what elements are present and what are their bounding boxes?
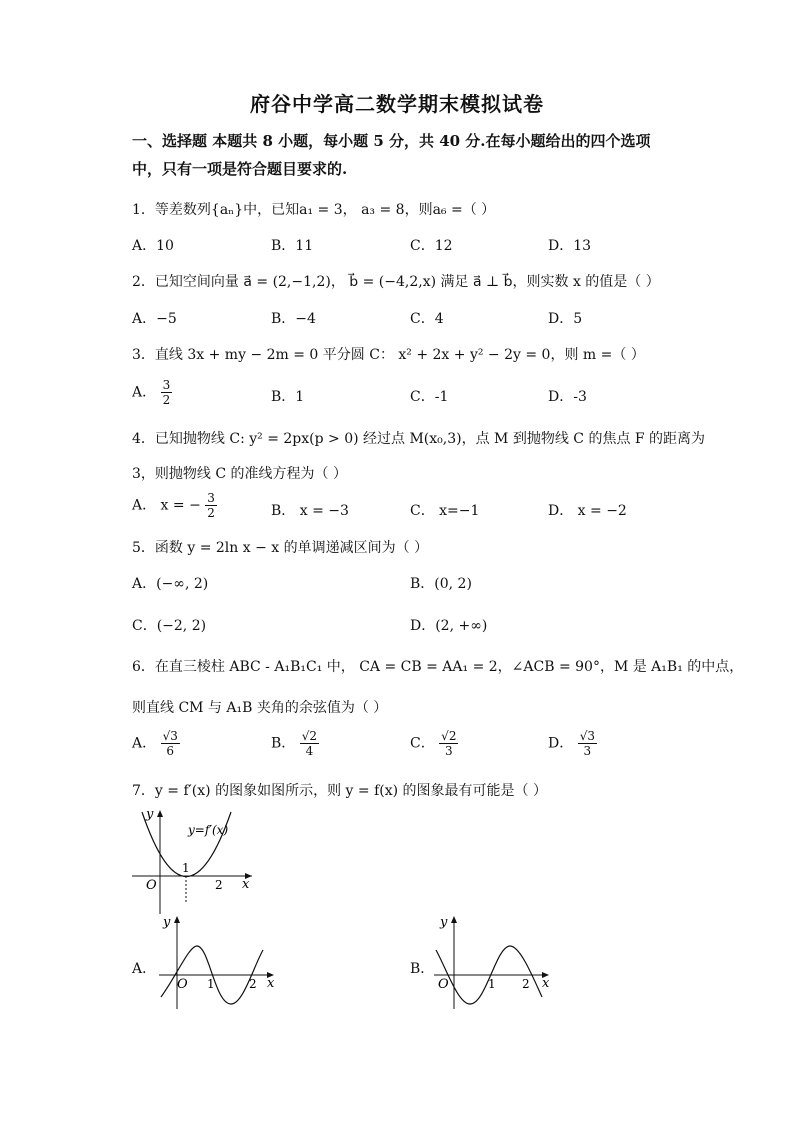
q6-option-d-fraction bbox=[578, 729, 597, 758]
section-heading-line2: 中，只有一项是符合题目要求的. bbox=[132, 160, 348, 178]
question-6-stem-line2: 则直线 CM 与 A₁B 夹角的余弦值为（ ） bbox=[132, 700, 388, 716]
x-axis-label: x bbox=[542, 976, 550, 991]
question-2-stem: 2．已知空间向量 a⃗ = (2,−1,2)， b⃗ = (−4,2,x) 满足 a⃗ ⊥ b⃗，则实数 x 的值是（ ） bbox=[132, 274, 660, 290]
q1-option-a: A．10 bbox=[132, 238, 174, 254]
tick-label-1: 1 bbox=[207, 977, 215, 991]
q4-option-a-label: A． x = − bbox=[132, 497, 201, 514]
q6-option-b bbox=[271, 729, 319, 758]
y-axis-arrow-icon bbox=[451, 916, 457, 923]
q4-option-c: C． x=−1 bbox=[410, 503, 480, 519]
question-1-stem: 1．等差数列{aₙ}中，已知a₁ = 3， a₃ = 8，则a₆ =（ ） bbox=[132, 202, 496, 218]
tick-label-1: 1 bbox=[488, 977, 496, 991]
q5-option-b: B．(0, 2) bbox=[410, 576, 472, 592]
q6-option-b-label: B． bbox=[271, 735, 296, 752]
derivative-graph bbox=[124, 806, 264, 916]
function-label: y=f′(x) bbox=[188, 823, 229, 837]
origin-label: O bbox=[438, 977, 449, 992]
y-axis-arrow-icon bbox=[157, 810, 163, 817]
fraction-numerator: 3 bbox=[207, 491, 215, 505]
q6-option-d bbox=[548, 729, 597, 758]
q6-option-a-label: A． bbox=[132, 735, 157, 752]
q3-option-d: D．-3 bbox=[548, 389, 587, 405]
question-6-stem-line1: 6．在直三棱柱 ABC - A₁B₁C₁ 中， CA = CB = AA₁ = 2，∠ACB = 90°，M 是 A₁B₁ 的中点， bbox=[132, 659, 744, 675]
fraction-numerator: 3 bbox=[162, 378, 171, 392]
section-heading-line1: 一、选择题 本题共 8 小题，每小题 5 分，共 40 分.在每小题给出的四个选项 bbox=[132, 132, 651, 150]
x-axis-label: x bbox=[242, 877, 250, 892]
q5-option-c: C．(−2, 2) bbox=[132, 618, 207, 634]
q5-option-d: D．(2, +∞) bbox=[410, 618, 488, 634]
fraction-denominator: 2 bbox=[207, 506, 215, 520]
y-axis-label: y bbox=[440, 915, 448, 930]
origin-label: O bbox=[146, 878, 157, 893]
question-3-stem: 3．直线 3x + my − 2m = 0 平分圆 C： x² + 2x + y² − 2y = 0，则 m =（ ） bbox=[132, 347, 645, 363]
fraction-denominator: 4 bbox=[305, 744, 314, 758]
q6-option-c-label: C． bbox=[410, 735, 435, 752]
q2-option-c: C．4 bbox=[410, 311, 444, 327]
q2-option-a: A．−5 bbox=[132, 311, 177, 327]
fraction-numerator: √3 bbox=[162, 729, 178, 743]
q7-option-b-graph bbox=[430, 912, 560, 1012]
q6-option-d-label: D． bbox=[548, 735, 574, 752]
origin-label: O bbox=[177, 977, 188, 992]
q6-option-b-fraction bbox=[300, 729, 319, 758]
fraction-numerator: √3 bbox=[579, 729, 595, 743]
fraction-denominator: 3 bbox=[583, 744, 592, 758]
q4-option-a-fraction bbox=[205, 491, 217, 520]
question-5-stem: 5．函数 y = 2ln x − x 的单调递减区间为（ ） bbox=[132, 540, 429, 556]
fraction-denominator: 3 bbox=[444, 744, 453, 758]
q7-option-a-label: A． bbox=[132, 961, 157, 977]
fraction-denominator: 2 bbox=[162, 393, 171, 407]
q6-option-a-fraction bbox=[161, 729, 180, 758]
q3-option-b: B．1 bbox=[271, 389, 305, 405]
tick-label-2: 2 bbox=[249, 977, 257, 991]
q4-option-d: D． x = −2 bbox=[548, 503, 627, 519]
question-7-stem: 7．y = f′(x) 的图象如图所示，则 y = f(x) 的图象最有可能是（ ） bbox=[132, 783, 547, 799]
q4-option-b: B． x = −3 bbox=[271, 503, 349, 519]
q6-option-c bbox=[410, 729, 458, 758]
y-axis-label: y bbox=[163, 915, 171, 930]
fraction-numerator: √2 bbox=[441, 729, 457, 743]
fraction-numerator: √2 bbox=[301, 729, 318, 743]
q1-option-d: D．13 bbox=[548, 238, 592, 254]
fraction-denominator: 6 bbox=[166, 744, 175, 758]
y-axis-arrow-icon bbox=[174, 916, 180, 923]
x-axis-label: x bbox=[267, 976, 275, 991]
q3-option-a bbox=[132, 378, 172, 407]
tick-label-2: 2 bbox=[522, 977, 530, 991]
q7-option-b-label: B． bbox=[410, 961, 435, 977]
q3-option-c: C．-1 bbox=[410, 389, 449, 405]
q1-option-b: B．11 bbox=[271, 238, 314, 254]
page-title: 府谷中学高二数学期末模拟试卷 bbox=[250, 92, 544, 116]
q2-option-d: D．5 bbox=[548, 311, 583, 327]
q2-option-b: B．−4 bbox=[271, 311, 316, 327]
y-axis-label: y bbox=[146, 807, 154, 822]
q3-option-a-label: A． bbox=[132, 384, 157, 401]
q3-option-a-fraction bbox=[161, 378, 173, 407]
tick-label-2: 2 bbox=[215, 878, 223, 892]
tick-label-1: 1 bbox=[182, 861, 190, 875]
question-4-stem-line1: 4．已知抛物线 C: y² = 2px(p > 0) 经过点 M(x₀,3)，点 M 到抛物线 C 的焦点 F 的距离为 bbox=[132, 431, 706, 447]
q4-option-a bbox=[132, 491, 217, 520]
q5-option-a: A．(−∞, 2) bbox=[132, 576, 209, 592]
q6-option-a bbox=[132, 729, 180, 758]
question-4-stem-line2: 3，则抛物线 C 的准线方程为（ ） bbox=[132, 466, 347, 482]
q6-option-c-fraction bbox=[439, 729, 458, 758]
q1-option-c: C．12 bbox=[410, 238, 453, 254]
q7-option-a-graph bbox=[155, 912, 285, 1012]
